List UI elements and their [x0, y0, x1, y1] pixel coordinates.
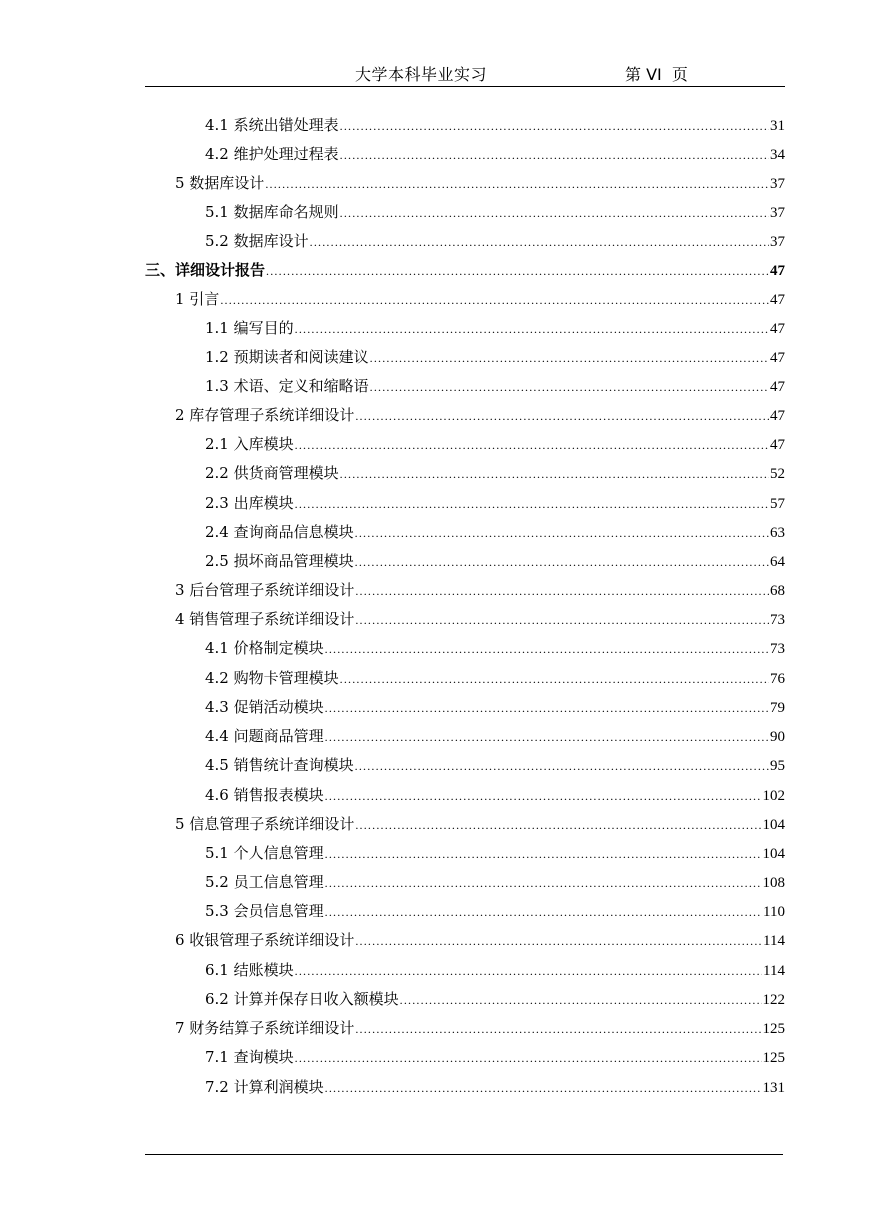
toc-entry[interactable] [205, 1046, 785, 1068]
toc-leader-dots [355, 580, 769, 602]
toc-entry-label: 3 后台管理子系统详细设计 [175, 581, 355, 599]
toc-entry-page: 68 [770, 583, 785, 599]
toc-entry-label: 1.2 预期读者和阅读建议 [205, 348, 369, 366]
toc-entry[interactable] [205, 988, 785, 1010]
toc-entry-label: 1 引言 [175, 290, 220, 308]
toc-leader-dots [325, 638, 769, 660]
toc-entry-label: 4.4 问题商品管理 [205, 727, 324, 745]
toc-leader-dots [310, 231, 769, 253]
toc-entry-label: 4 销售管理子系统详细设计 [175, 610, 355, 628]
toc-leader-dots [355, 755, 769, 777]
toc-leader-dots [325, 785, 762, 807]
toc-entry-label: 4.2 购物卡管理模块 [205, 669, 339, 687]
toc-entry-label: 4.6 销售报表模块 [205, 786, 324, 804]
toc-leader-dots [355, 609, 769, 631]
toc-entry-page: 57 [770, 496, 785, 512]
toc-entry-label: 4.1 系统出错处理表 [205, 116, 339, 134]
toc-entry-label: 4.2 维护处理过程表 [205, 145, 339, 163]
toc-entry[interactable] [205, 725, 785, 747]
toc-entry-page: 37 [770, 234, 785, 250]
toc-entry-page: 114 [763, 933, 785, 949]
toc-entry-label: 4.3 促销活动模块 [205, 698, 324, 716]
toc-leader-dots [325, 1077, 762, 1099]
toc-entry-page: 73 [770, 641, 785, 657]
toc-entry-label: 5.3 会员信息管理 [205, 902, 324, 920]
toc-entry-page: 47 [770, 379, 785, 395]
toc-entry[interactable] [175, 579, 785, 601]
toc-section-entry[interactable] [145, 259, 785, 281]
toc-entry[interactable] [175, 288, 785, 310]
toc-entry-label: 7 财务结算子系统详细设计 [175, 1019, 355, 1037]
toc-entry-label: 2.1 入库模块 [205, 435, 294, 453]
toc-entry-label: 4.1 价格制定模块 [205, 639, 324, 657]
toc-entry-label: 5.1 个人信息管理 [205, 844, 324, 862]
toc-leader-dots [295, 1047, 762, 1069]
toc-entry[interactable] [205, 696, 785, 718]
toc-entry[interactable] [205, 842, 785, 864]
toc-entry-page: 52 [770, 466, 785, 482]
document-title: 大学本科毕业实习 [355, 65, 488, 84]
toc-entry-label: 5.2 数据库设计 [205, 232, 309, 250]
toc-entry[interactable] [175, 929, 785, 951]
toc-leader-dots [295, 493, 769, 515]
toc-leader-dots [340, 115, 769, 137]
toc-entry[interactable] [205, 492, 785, 514]
toc-entry-label: 2.5 损坏商品管理模块 [205, 552, 354, 570]
toc-leader-dots [325, 726, 769, 748]
toc-entry[interactable] [205, 114, 785, 136]
toc-entry-page: 47 [770, 292, 785, 308]
page-number-label: 第 VI 页 [625, 65, 688, 84]
toc-section-label: 三、详细设计报告 [145, 261, 266, 279]
toc-entry-label: 7.1 查询模块 [205, 1048, 294, 1066]
toc-entry-page: 37 [770, 205, 785, 221]
toc-leader-dots [325, 872, 762, 894]
footer-divider [145, 1154, 783, 1155]
toc-entry-page: 76 [770, 671, 785, 687]
toc-leader-dots [295, 960, 762, 982]
toc-entry[interactable] [205, 346, 785, 368]
toc-leader-dots [265, 173, 769, 195]
toc-entry-page: 90 [770, 729, 785, 745]
toc-entry-page: 108 [762, 875, 785, 891]
toc-entry[interactable] [205, 784, 785, 806]
toc-entry-label: 7.2 计算利润模块 [205, 1078, 324, 1096]
toc-entry[interactable] [205, 1076, 785, 1098]
toc-leader-dots [355, 551, 769, 573]
toc-entry-page: 73 [770, 612, 785, 628]
toc-entry-label: 2.3 出库模块 [205, 494, 294, 512]
toc-entry[interactable] [175, 608, 785, 630]
toc-entry-page: 47 [770, 408, 785, 424]
toc-leader-dots [400, 989, 762, 1011]
toc-entry-label: 5 数据库设计 [175, 174, 265, 192]
toc-leader-dots [370, 376, 769, 398]
toc-entry[interactable] [175, 813, 785, 835]
toc-entry-page: 63 [770, 525, 785, 541]
toc-leader-dots [340, 463, 769, 485]
toc-entry-page: 64 [770, 554, 785, 570]
toc-leader-dots [370, 347, 769, 369]
toc-leader-dots [340, 202, 769, 224]
toc-entry-page: 125 [762, 1021, 785, 1037]
toc-leader-dots [325, 901, 762, 923]
toc-leader-dots [340, 144, 769, 166]
toc-leader-dots [220, 289, 769, 311]
toc-entry-label: 6.2 计算并保存日收入额模块 [205, 990, 399, 1008]
toc-entry-page: 122 [762, 992, 785, 1008]
toc-entry[interactable] [175, 1017, 785, 1039]
toc-entry[interactable] [205, 871, 785, 893]
toc-entry-label: 6 收银管理子系统详细设计 [175, 931, 355, 949]
toc-entry[interactable] [175, 172, 785, 194]
toc-entry-label: 5 信息管理子系统详细设计 [175, 815, 355, 833]
toc-entry[interactable] [205, 959, 785, 981]
toc-entry[interactable] [205, 754, 785, 776]
toc-entry-page: 104 [762, 817, 785, 833]
toc-leader-dots [355, 930, 762, 952]
toc-entry-page: 47 [770, 350, 785, 366]
toc-entry[interactable] [205, 550, 785, 572]
toc-entry-page: 114 [763, 963, 785, 979]
toc-entry-label: 5.2 员工信息管理 [205, 873, 324, 891]
toc-entry[interactable] [205, 201, 785, 223]
toc-entry[interactable] [205, 375, 785, 397]
toc-section-page: 47 [770, 263, 785, 279]
toc-entry[interactable] [205, 143, 785, 165]
toc-entry-page: 34 [770, 147, 785, 163]
toc-leader-dots [340, 668, 769, 690]
toc-entry-page: 104 [762, 846, 785, 862]
toc-entry[interactable] [205, 317, 785, 339]
toc-entry-label: 2.2 供货商管理模块 [205, 464, 339, 482]
toc-entry[interactable] [205, 637, 785, 659]
toc-entry[interactable] [205, 521, 785, 543]
toc-entry-page: 110 [763, 904, 785, 920]
toc-leader-dots [355, 1018, 761, 1040]
toc-entry[interactable] [205, 462, 785, 484]
toc-entry-page: 79 [770, 700, 785, 716]
toc-leader-dots [295, 318, 769, 340]
toc-leader-dots [325, 843, 762, 865]
toc-entry[interactable] [205, 433, 785, 455]
toc-entry-label: 4.5 销售统计查询模块 [205, 756, 354, 774]
toc-entry-label: 2 库存管理子系统详细设计 [175, 406, 355, 424]
toc-entry[interactable] [175, 404, 785, 426]
toc-leader-dots [355, 814, 761, 836]
toc-entry-page: 131 [762, 1080, 785, 1096]
toc-leader-dots [355, 405, 769, 427]
toc-entry-page: 95 [770, 758, 785, 774]
toc-entry[interactable] [205, 230, 785, 252]
toc-entry-label: 6.1 结账模块 [205, 961, 294, 979]
toc-leader-dots [295, 434, 769, 456]
toc-entry-page: 37 [770, 176, 785, 192]
toc-leader-dots [266, 260, 769, 282]
toc-leader-dots [325, 697, 769, 719]
toc-entry-page: 31 [770, 118, 785, 134]
toc-entry-page: 47 [770, 437, 785, 453]
toc-entry-page: 125 [762, 1050, 785, 1066]
toc-entry-label: 1.1 编写目的 [205, 319, 294, 337]
toc-leader-dots [355, 522, 769, 544]
toc-entry[interactable] [205, 667, 785, 689]
toc-entry[interactable] [205, 900, 785, 922]
toc-entry-label: 1.3 术语、定义和缩略语 [205, 377, 369, 395]
toc-entry-label: 5.1 数据库命名规则 [205, 203, 339, 221]
toc-entry-label: 2.4 查询商品信息模块 [205, 523, 354, 541]
toc-entry-page: 102 [762, 788, 785, 804]
toc-entry-page: 47 [770, 321, 785, 337]
